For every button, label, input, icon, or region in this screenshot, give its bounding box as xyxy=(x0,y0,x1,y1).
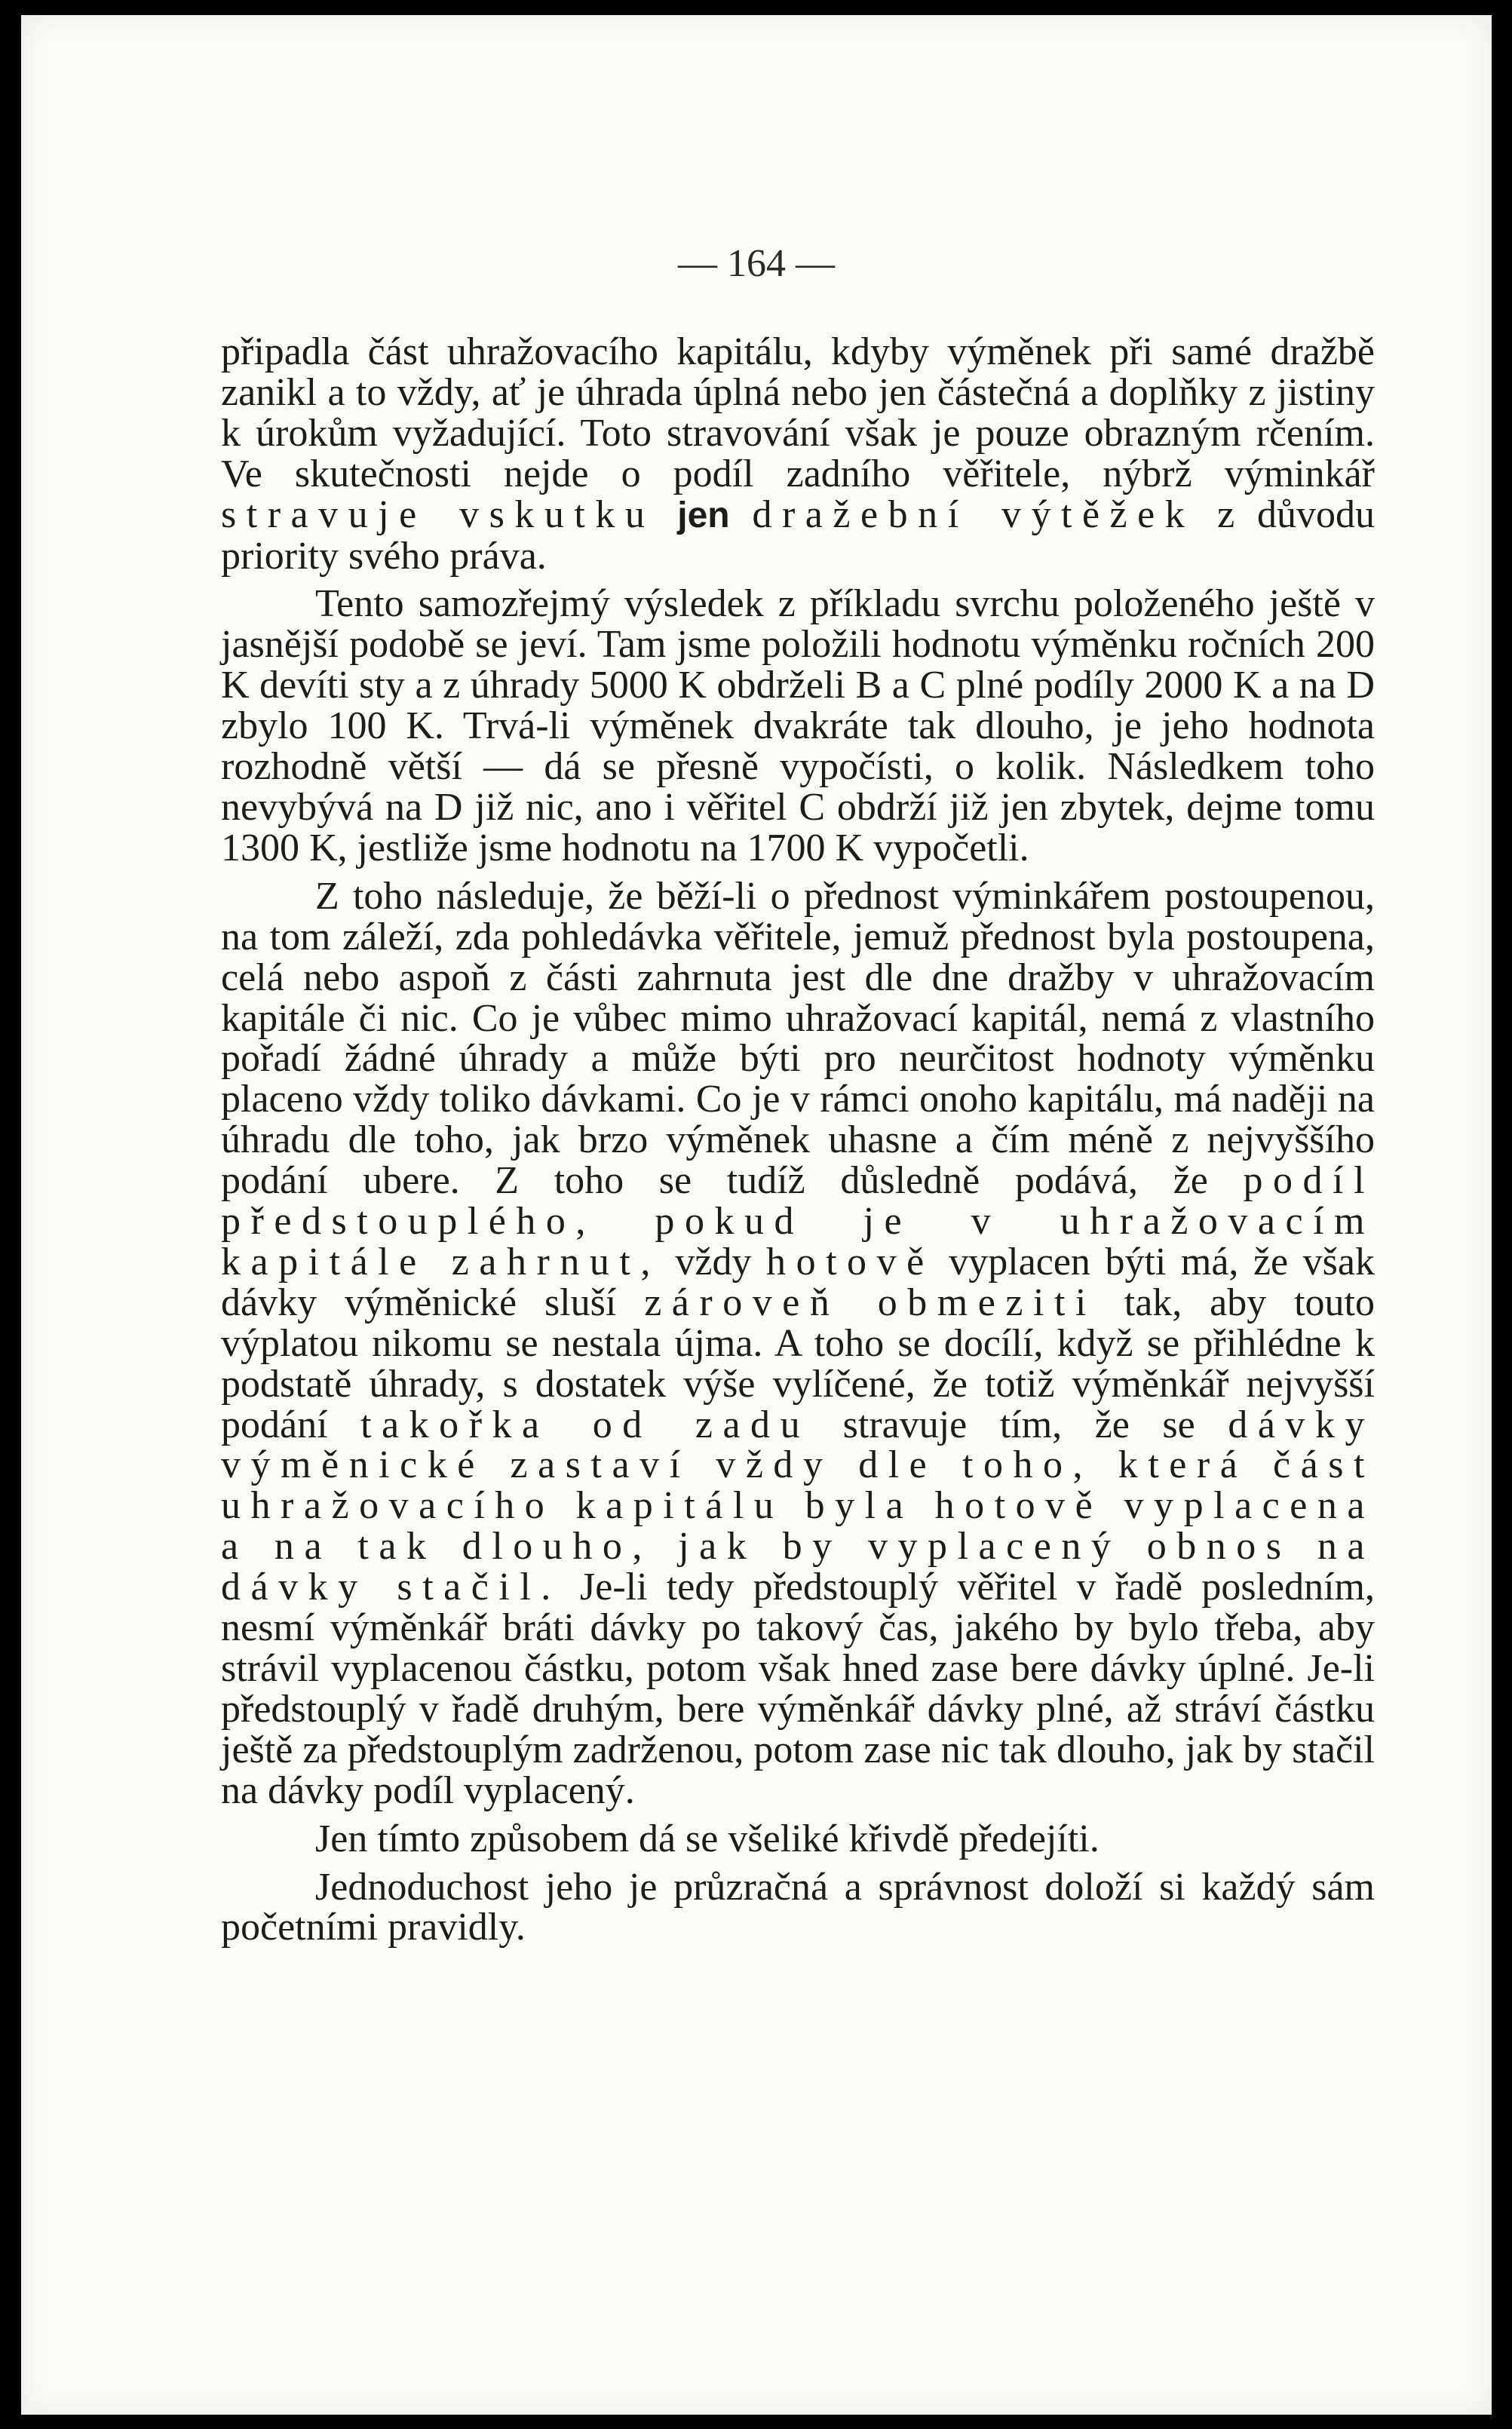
paragraph-text xyxy=(730,493,753,536)
spaced-emphasis-text: takořka od zadu xyxy=(360,1403,811,1446)
spaced-emphasis-text: hotově xyxy=(766,1240,934,1284)
spaced-emphasis-text: stravuje vskutku xyxy=(221,492,655,536)
body-text xyxy=(221,332,1375,1948)
spaced-emphasis-text: dražební výtěžek xyxy=(752,492,1195,536)
bold-emphasis-text: jen xyxy=(677,495,730,535)
paragraph-text: Jen tímto způsobem dá se všeliké křivdě předejíti. xyxy=(315,1817,1099,1860)
spaced-emphasis-text: dávky výměnické zastaví vždy dle toho, která část uhražovacího kapitálu byla hotově vyplacena a na tak dlouho, jak by vyplacený obnos na dávky stačil. xyxy=(221,1403,1375,1609)
paragraph-3 xyxy=(221,876,1375,1811)
paragraph-text xyxy=(655,493,677,536)
spaced-emphasis-text: podíl předstouplého, pokud je v uhražovacím kapitále zahrnut, xyxy=(221,1159,1375,1284)
paragraph-4 xyxy=(221,1819,1375,1860)
paragraph-text: tak, aby touto výplatou nikomu se nestala újma. A toho se docílí, když se přihlédne k podstatě úhrady, s dostatek výše vylíčené, že totiž výměnkář nejvyšší podání xyxy=(221,1280,1375,1446)
paragraph-text: Tento samozřejmý výsledek z příkladu svrchu položeného ještě v jasnější podobě se jeví. Tam jsme položili hodnotu výměnku ročních 200 K devíti sty a z úhrady 5000 K obdrželi B a C plné podíly 2000 K a na D zbylo 100 K. Trvá-li výměnek dvakráte tak dlouho, je jeho hodnota rozhodně větší — dá se přesně vypočísti, o kolik. Následkem toho nevybývá na D již nic, ano i věřitel C obdrží již jen zbytek, dejme tomu 1300 K, jestliže jsme hodnotu na 1700 K vypočetli. xyxy=(221,582,1375,869)
page-number: — 164 — xyxy=(678,242,835,285)
paragraph-5 xyxy=(221,1867,1375,1949)
paragraph-2 xyxy=(221,584,1375,868)
paragraph-text: vždy xyxy=(660,1240,767,1284)
paragraph-text: připadla část uhražovacího kapitálu, kdyby výměnek při samé dražbě zanikl a to vždy, ať je úhrada úplná nebo jen částečná a doplňky z jistiny k úrokům vyžadující. Toto stravování však je pouze obrazným rčením. Ve skutečnosti nejde o podíl zadního věřitele, nýbrž výminkář xyxy=(221,330,1375,495)
book-page xyxy=(21,15,1492,2415)
paragraph-text: Je-li tedy předstouplý věřitel v řadě posledním, nesmí výměnkář bráti dávky po takový čas, jakého by bylo třeba, aby strávil vyplacenou částku, potom však hned zase bere dávky úplné. Je-li předstouplý v řadě druhým, bere výměnkář dávky plné, až stráví částku ještě za předstouplým zadrženou, potom zase nic tak dlouho, jak by stačil na dávky podíl vyplacený. xyxy=(221,1566,1375,1812)
paragraph-text: vyplacen býti má, že však dávky výměnické sluší xyxy=(221,1240,1375,1324)
paragraph-text: stravuje tím, že se xyxy=(810,1403,1228,1446)
spaced-emphasis-text: zároveň obmeziti xyxy=(644,1280,1096,1324)
paragraph-text: Z toho následuje, že běží-li o přednost výminkářem postoupenou, na tom záleží, zda pohledávka věřitele, jemuž přednost byla postoupena, celá nebo aspoň z části zahrnuta jest dle dne dražby v uhražovacím kapitále či nic. Co je vůbec mimo uhražovací kapitál, nemá z vlastního pořadí žádné úhrady a může býti pro neurčitost hodnoty výměnku placeno vždy toliko dávkami. Co je v rámci onoho kapitálu, má naději na úhradu dle toho, jak brzo výměnek uhasne a čím méně z nejvyššího podání ubere. Z toho se tudíž důsledně podává, že xyxy=(221,874,1375,1203)
paragraph-1 xyxy=(221,332,1375,576)
paragraph-text: Jednoduchost jeho je průzračná a správnost doloží si každý sám početními pravidly. xyxy=(221,1865,1375,1949)
paragraph-text: z důvodu priority svého práva. xyxy=(221,492,1376,578)
